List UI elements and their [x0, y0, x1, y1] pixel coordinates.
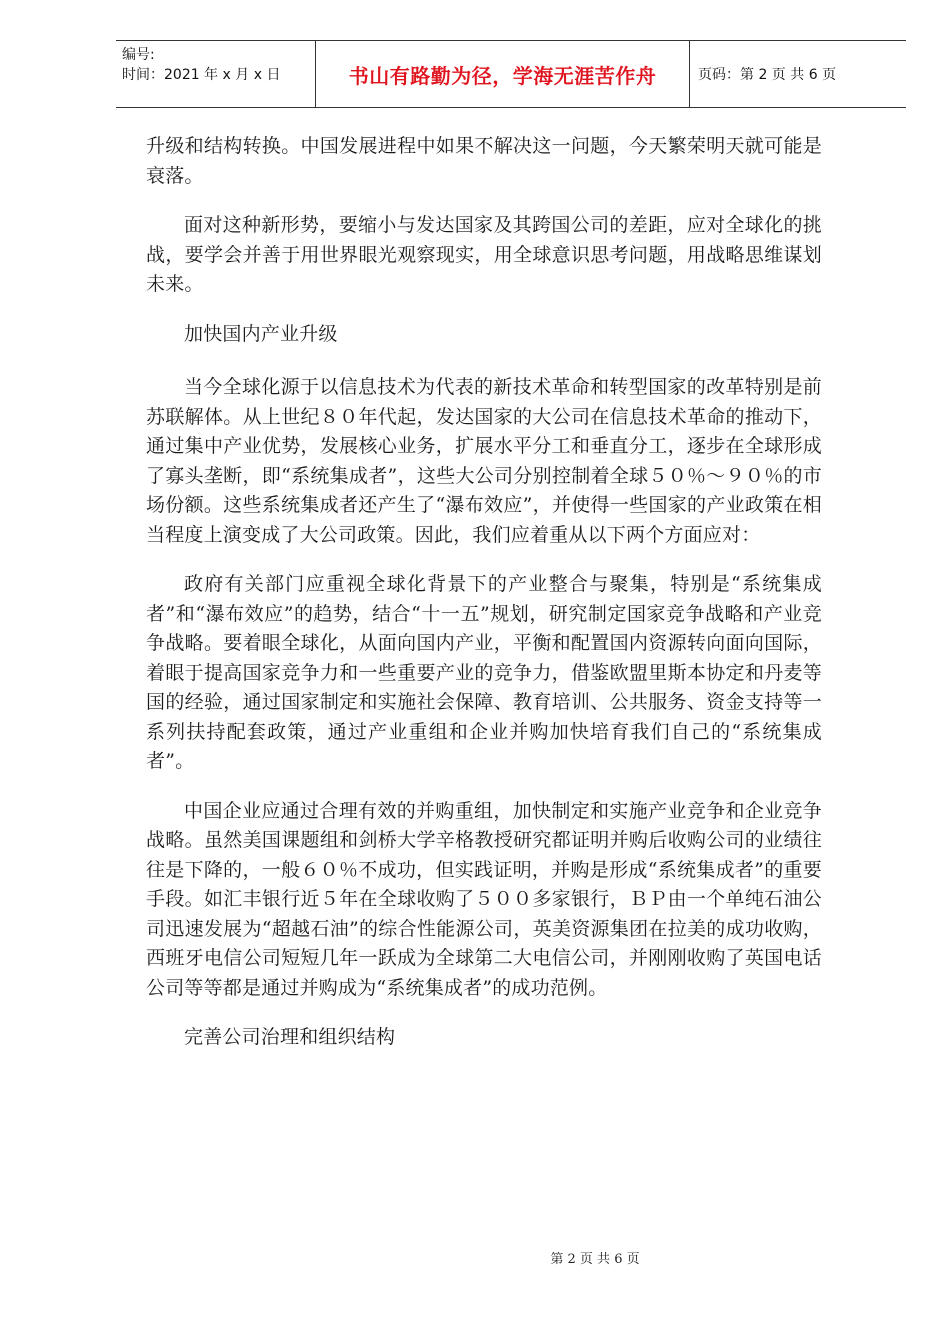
header-motto: 书山有路勤为径，学海无涯苦作舟: [316, 41, 690, 107]
paragraph: 面对这种新形势，要缩小与发达国家及其跨国公司的差距，应对全球化的挑战，要学会并善于用世界眼光观察现实，用全球意识思考问题，用战略思维谋划未来。: [146, 214, 822, 295]
document-number-label: 编号:: [122, 47, 155, 63]
page-header: [116, 40, 906, 108]
paragraph: 中国企业应通过合理有效的并购重组，加快制定和实施产业竞争和企业竞争战略。虽然美国课题组和剑桥大学辛格教授研究都证明并购后收购公司的业绩往往是下降的，一般６０％不成功，但实践证明，并购是形成“系统集成者”的重要手段。如汇丰银行近５年在全球收购了５００多家银行，ＢＰ由一个单纯石油公司迅速发展为“超越石油”的综合性能源公司，英美资源集团在拉美的成功收购，西班牙电信公司短短几年一跃成为全球第二大电信公司，并刚刚收购了英国电话公司等等都是通过并购成为“系统集成者”的成功范例。: [146, 799, 822, 999]
paragraph: 当今全球化源于以信息技术为代表的新技术革命和转型国家的改革特别是前苏联解体。从上世纪８０年代起，发达国家的大公司在信息技术革命的推动下，通过集中产业优势，发展核心业务，扩展水平分工和垂直分工，逐步在全球形成了寡头垄断，即“系统集成者”，这些大公司分别控制着全球５０％～９０％的市场份额。这些系统集成者还产生了“瀑布效应”，并使得一些国家的产业政策在相当程度上演变成了大公司政策。因此，我们应着重从以下两个方面应对：: [146, 376, 822, 546]
header-meta: [116, 41, 316, 107]
document-date: 时间：2021 年 x 月 x 日: [122, 67, 281, 83]
document-body: [146, 132, 822, 1077]
section-heading: 加快国内产业升级: [184, 322, 338, 345]
header-page-number: 页码：第 2 页 共 6 页: [698, 67, 837, 83]
page-footer: 第 2 页 共 6 页: [550, 1252, 640, 1267]
paragraph: 政府有关部门应重视全球化背景下的产业整合与聚集，特别是“系统集成者”和“瀑布效应”的趋势，结合“十一五”规划，研究制定国家竞争战略和产业竞争战略。要着眼全球化，从面向国内产业，平衡和配置国内资源转向面向国际，着眼于提高国家竞争力和一些重要产业的竞争力，借鉴欧盟里斯本协定和丹麦等国的经验，通过国家制定和实施社会保障、教育培训、公共服务、资金支持等一系列扶持配套政策，通过产业重组和企业并购加快培育我们自己的“系统集成者”。: [146, 573, 822, 772]
paragraph-continuation: 升级和结构转换。中国发展进程中如果不解决这一问题，今天繁荣明天就可能是衰落。: [146, 135, 822, 187]
section-heading: 完善公司治理和组织结构: [184, 1026, 396, 1048]
